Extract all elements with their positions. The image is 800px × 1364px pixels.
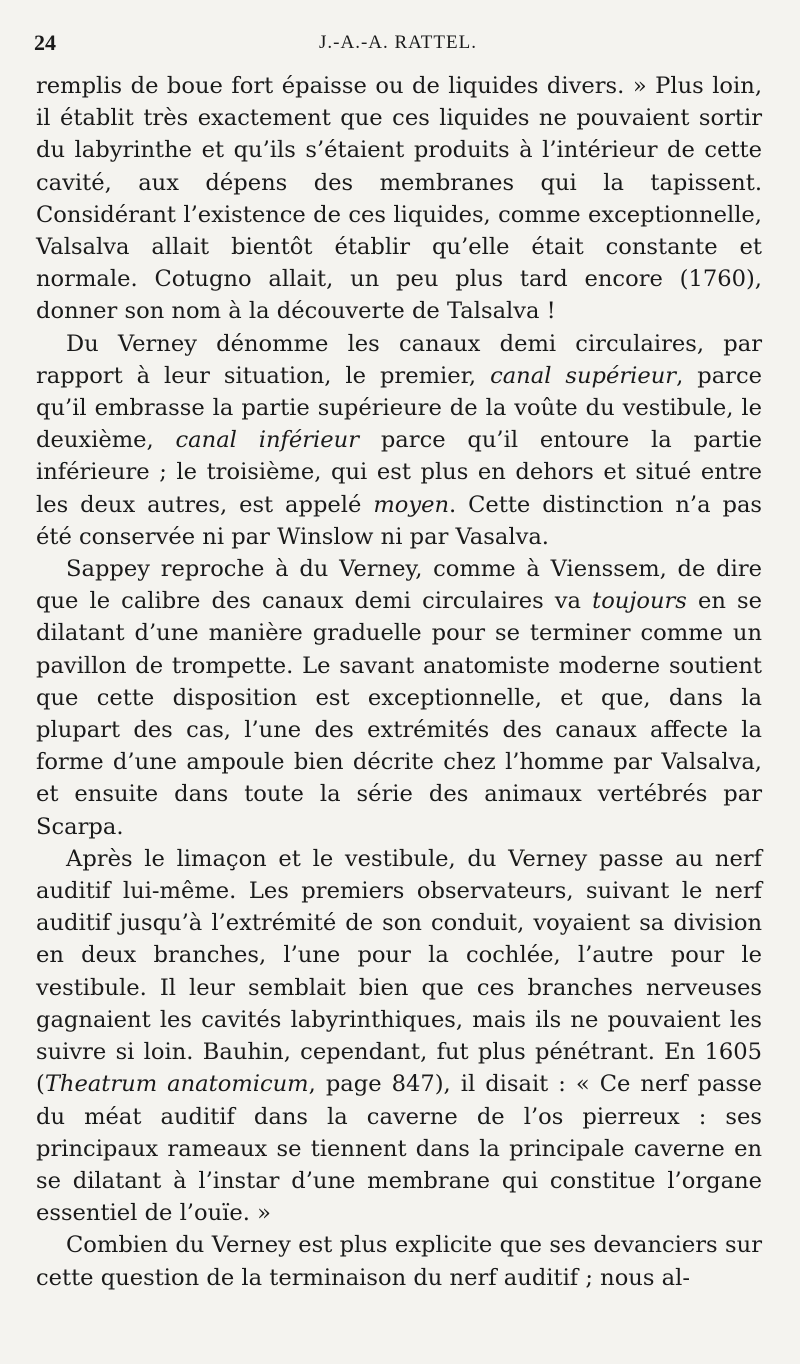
text-run: . Cette distinction n’a pas été conservée ni par Winslow ni par Vasalva.: [36, 491, 763, 550]
paragraph: [36, 328, 762, 553]
text-run: Après le limaçon et le vestibule, du Verney passe au nerf auditif lui-même. Les premiers observateurs, suivant le nerf auditif jusqu’à l’extrémité de son conduit, voyaient sa division en deux branches, l’une pour la cochlée, l’autre pour le vestibule. Il leur semblait bien que ces branches nerveuses gagnaient les cavités labyrinthiques, mais ils ne pouvaient les suivre si loin. Bauhin, cependant, fut plus pénétrant. En 1605 (: [36, 845, 762, 1098]
italic-text: Theatrum anatomicum: [44, 1071, 309, 1098]
text-run: parce qu’il entoure la partie inférieure ; le troisième, qui est plus en dehors et situé entre les deux autres, est appelé: [36, 427, 762, 518]
text-run: , parce qu’il embrasse la partie supérieure de la voûte du vestibule, le deuxième,: [36, 362, 762, 454]
text-run: Combien du Verney est plus explicite que ses devanciers sur cette question de la terminaison du nerf auditif ; nous al-: [36, 1232, 762, 1291]
text-run: remplis de boue fort épaisse ou de liquides divers. » Plus loin, il établit très exactement que ces liquides ne pouvaient sortir du labyrinthe et qu’ils s’étaient produits à l’intérieur de cette cavité, aux dépens des membranes qui la tapissent. Considérant l’existence de ces liquides, comme exceptionnelle, Valsalva allait bientôt établir qu’elle était constante et normale. Cotugno allait, un peu plus tard encore (1760), donner son nom à la découverte de Talsalva !: [36, 73, 762, 325]
running-head: J.-A.-A. RATTEL.: [319, 32, 477, 53]
text-run: Sappey reproche à du Verney, comme à Vienssem, de dire que le calibre des canaux demi circulaires va: [36, 556, 762, 615]
text-run: en se dilatant d’une manière graduelle pour se terminer comme un pavillon de trompette. Le savant anatomiste moderne soutient que cette disposition est exceptionnelle, et que, dans la plupart des cas, l’une des extrémités des canaux affecte la forme d’une ampoule bien décrite chez l’homme par Valsalva, et ensuite dans toute la série des animaux vertébrés par Scarpa.: [36, 588, 762, 840]
italic-text: canal supérieur: [490, 362, 677, 389]
body-text: [36, 70, 762, 1294]
italic-text: moyen: [373, 491, 450, 518]
paragraph: [36, 843, 762, 1229]
page-header: [34, 30, 762, 64]
text-run: Du Verney dénomme les canaux demi circulaires, par rapport à leur situation, le premier,: [36, 330, 762, 389]
text-run: , page 847), il disait : « Ce nerf passe du méat auditif dans la caverne de l’os pierreux : ses principaux rameaux se tiennent dans la principale caverne en se dilatant à l’instar d’une membrane qui constitue l’organe essentiel de l’ouïe. »: [36, 1071, 762, 1227]
paragraph: [36, 1229, 762, 1293]
page-number: 24: [34, 30, 56, 55]
italic-text: toujours: [592, 588, 687, 615]
italic-text: canal inférieur: [175, 427, 359, 454]
paragraph: [36, 70, 762, 328]
paragraph: [36, 553, 762, 843]
